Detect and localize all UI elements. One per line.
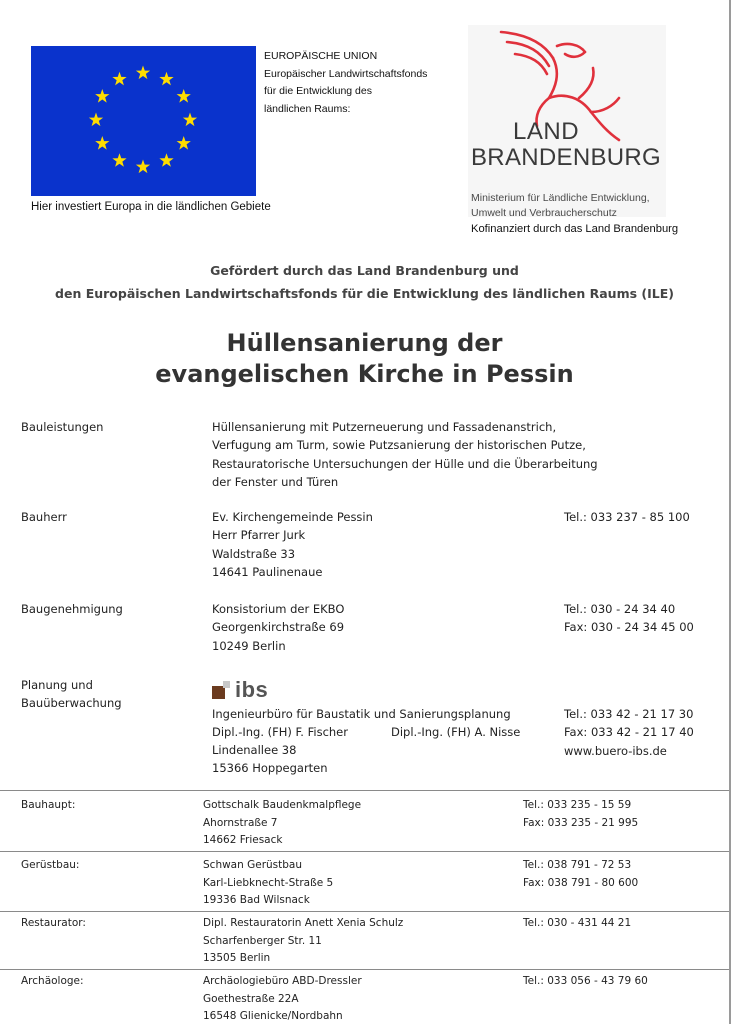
phone-text: Tel.: 038 791 - 72 53 bbox=[523, 859, 632, 871]
bauherr-contact bbox=[564, 508, 690, 526]
text-line: 10249 Berlin bbox=[212, 638, 286, 653]
text-line: Konsistorium der EKBO bbox=[212, 602, 345, 616]
funding-line: den Europäischen Landwirtschaftsfonds für die Entwicklung des ländlichen Raums (ILE) bbox=[55, 286, 674, 301]
text-line: Gottschalk Baudenkmalpflege bbox=[203, 799, 362, 811]
fax-text: Fax: 038 791 - 80 600 bbox=[523, 876, 639, 889]
title-line: Hüllensanierung der bbox=[226, 329, 503, 357]
bauleistungen-text bbox=[212, 418, 598, 491]
funding-statement bbox=[0, 259, 729, 305]
contractor-address bbox=[203, 915, 403, 968]
eu-star-icon bbox=[183, 113, 197, 127]
planung-address bbox=[212, 741, 328, 778]
eu-heading: EUROPÄISCHE UNION bbox=[264, 50, 378, 62]
eu-line: Europäischer Landwirtschaftsfonds bbox=[264, 67, 428, 80]
eu-star-icon bbox=[95, 89, 109, 103]
planung-names bbox=[212, 723, 521, 741]
page-title bbox=[0, 328, 729, 390]
ibs-logo-text: ibs bbox=[235, 677, 269, 702]
planung-contact bbox=[564, 705, 694, 760]
eu-text-block bbox=[264, 48, 427, 118]
text-line: Karl-Liebknecht-Straße 5 bbox=[203, 876, 334, 889]
brandenburg-land-text: LAND bbox=[513, 118, 580, 145]
eu-star-icon bbox=[159, 72, 173, 86]
text-line: Ev. Kirchengemeinde Pessin bbox=[212, 510, 373, 524]
phone-text: Tel.: 033 235 - 15 59 bbox=[523, 799, 632, 811]
phone-text: Tel.: 030 - 431 44 21 bbox=[523, 917, 632, 929]
baugenehmigung-contact bbox=[564, 600, 694, 637]
eu-star-icon bbox=[159, 153, 173, 167]
eu-caption: Hier investiert Europa in die ländlichen Gebiete bbox=[31, 201, 271, 213]
ministry-line: Ministerium für Ländliche Entwicklung, bbox=[471, 192, 650, 204]
contractor-label: Restaurator: bbox=[21, 917, 86, 929]
baugenehmigung-label: Baugenehmigung bbox=[21, 602, 123, 616]
eu-star-icon bbox=[112, 72, 126, 86]
text-line: 19336 Bad Wilsnack bbox=[203, 894, 310, 907]
text-line: Schwan Gerüstbau bbox=[203, 859, 303, 871]
eu-star-icon bbox=[89, 113, 103, 127]
eu-star-icon bbox=[177, 89, 191, 103]
eu-star-icon bbox=[95, 136, 109, 150]
separator bbox=[0, 851, 729, 852]
contractor-contact bbox=[523, 973, 648, 991]
separator bbox=[0, 911, 729, 912]
fax-text: Fax: 033 235 - 21 995 bbox=[523, 816, 639, 829]
text-line: Scharfenberger Str. 11 bbox=[203, 934, 322, 947]
text-line: Lindenallee 38 bbox=[212, 743, 297, 757]
planung-label bbox=[21, 676, 122, 712]
brandenburg-name-text: BRANDENBURG bbox=[471, 144, 661, 171]
planung-company: Ingenieurbüro für Baustatik und Sanierungsplanung bbox=[212, 707, 511, 721]
separator bbox=[0, 790, 729, 791]
contractor-address bbox=[203, 797, 361, 850]
fax-text: Fax: 033 42 - 21 17 40 bbox=[564, 725, 694, 740]
text-line: 15366 Hoppegarten bbox=[212, 761, 328, 776]
text-line: Goethestraße 22A bbox=[203, 992, 299, 1005]
eu-star-icon bbox=[177, 136, 191, 150]
bauherr-label: Bauherr bbox=[21, 510, 67, 524]
contractor-label: Gerüstbau: bbox=[21, 859, 80, 871]
title-line: evangelischen Kirche in Pessin bbox=[155, 360, 574, 388]
separator bbox=[0, 969, 729, 970]
engineer-name: Dipl.-Ing. (FH) A. Nisse bbox=[391, 725, 521, 739]
phone-text: Tel.: 030 - 24 34 40 bbox=[564, 602, 676, 616]
website-link[interactable]: www.buero-ibs.de bbox=[564, 743, 667, 758]
funding-line: Gefördert durch das Land Brandenburg und bbox=[210, 263, 519, 278]
eu-line: ländlichen Raums: bbox=[264, 102, 351, 115]
eu-flag bbox=[31, 46, 256, 196]
contractor-contact bbox=[523, 857, 638, 892]
contractor-contact bbox=[523, 915, 631, 933]
contractor-contact bbox=[523, 797, 638, 832]
eu-star-icon bbox=[112, 153, 126, 167]
text-line: Dipl. Restauratorin Anett Xenia Schulz bbox=[203, 917, 404, 929]
eu-star-icon bbox=[136, 66, 150, 80]
text-line: Ahornstraße 7 bbox=[203, 816, 278, 829]
eu-line: für die Entwicklung des bbox=[264, 85, 372, 97]
text-line: Waldstraße 33 bbox=[212, 546, 296, 561]
ministry-text bbox=[471, 191, 650, 221]
bauherr-address bbox=[212, 508, 373, 581]
ibs-mark-icon bbox=[212, 680, 232, 700]
text-line: Herr Pfarrer Jurk bbox=[212, 528, 306, 543]
text-line: der Fenster und Türen bbox=[212, 474, 339, 489]
ibs-logo bbox=[212, 677, 268, 703]
phone-text: Tel.: 033 056 - 43 79 60 bbox=[523, 975, 648, 987]
text-line: Restauratorische Untersuchungen der Hülle und die Überarbeitung bbox=[212, 456, 598, 471]
text-line: Verfugung am Turm, sowie Putzsanierung der historischen Putze, bbox=[212, 438, 586, 453]
text-line: 14641 Paulinenaue bbox=[212, 564, 323, 579]
text-line: 14662 Friesack bbox=[203, 834, 283, 847]
eu-star-icon bbox=[136, 160, 150, 174]
contractor-label: Archäologe: bbox=[21, 975, 84, 987]
fax-text: Fax: 030 - 24 34 45 00 bbox=[564, 620, 694, 635]
brandenburg-caption: Kofinanziert durch das Land Brandenburg bbox=[471, 223, 679, 235]
text-line: Georgenkirchstraße 69 bbox=[212, 620, 345, 635]
baugenehmigung-address bbox=[212, 600, 344, 655]
text-line: Hüllensanierung mit Putzerneuerung und Fassadenanstrich, bbox=[212, 420, 557, 434]
engineer-name: Dipl.-Ing. (FH) F. Fischer bbox=[212, 725, 348, 739]
text-line: Archäologiebüro ABD-Dressler bbox=[203, 975, 362, 987]
phone-text: Tel.: 033 237 - 85 100 bbox=[564, 510, 690, 524]
contractor-label: Bauhaupt: bbox=[21, 799, 76, 811]
phone-text: Tel.: 033 42 - 21 17 30 bbox=[564, 707, 694, 721]
label-line: Planung und bbox=[21, 678, 93, 692]
text-line: 13505 Berlin bbox=[203, 952, 271, 965]
ministry-line: Umwelt und Verbraucherschutz bbox=[471, 207, 617, 219]
eu-stars bbox=[31, 46, 256, 196]
contractor-address bbox=[203, 973, 362, 1026]
bauleistungen-label: Bauleistungen bbox=[21, 420, 104, 434]
label-line: Bauüberwachung bbox=[21, 696, 122, 710]
contractor-address bbox=[203, 857, 333, 910]
text-line: 16548 Glienicke/Nordbahn bbox=[203, 1010, 343, 1023]
